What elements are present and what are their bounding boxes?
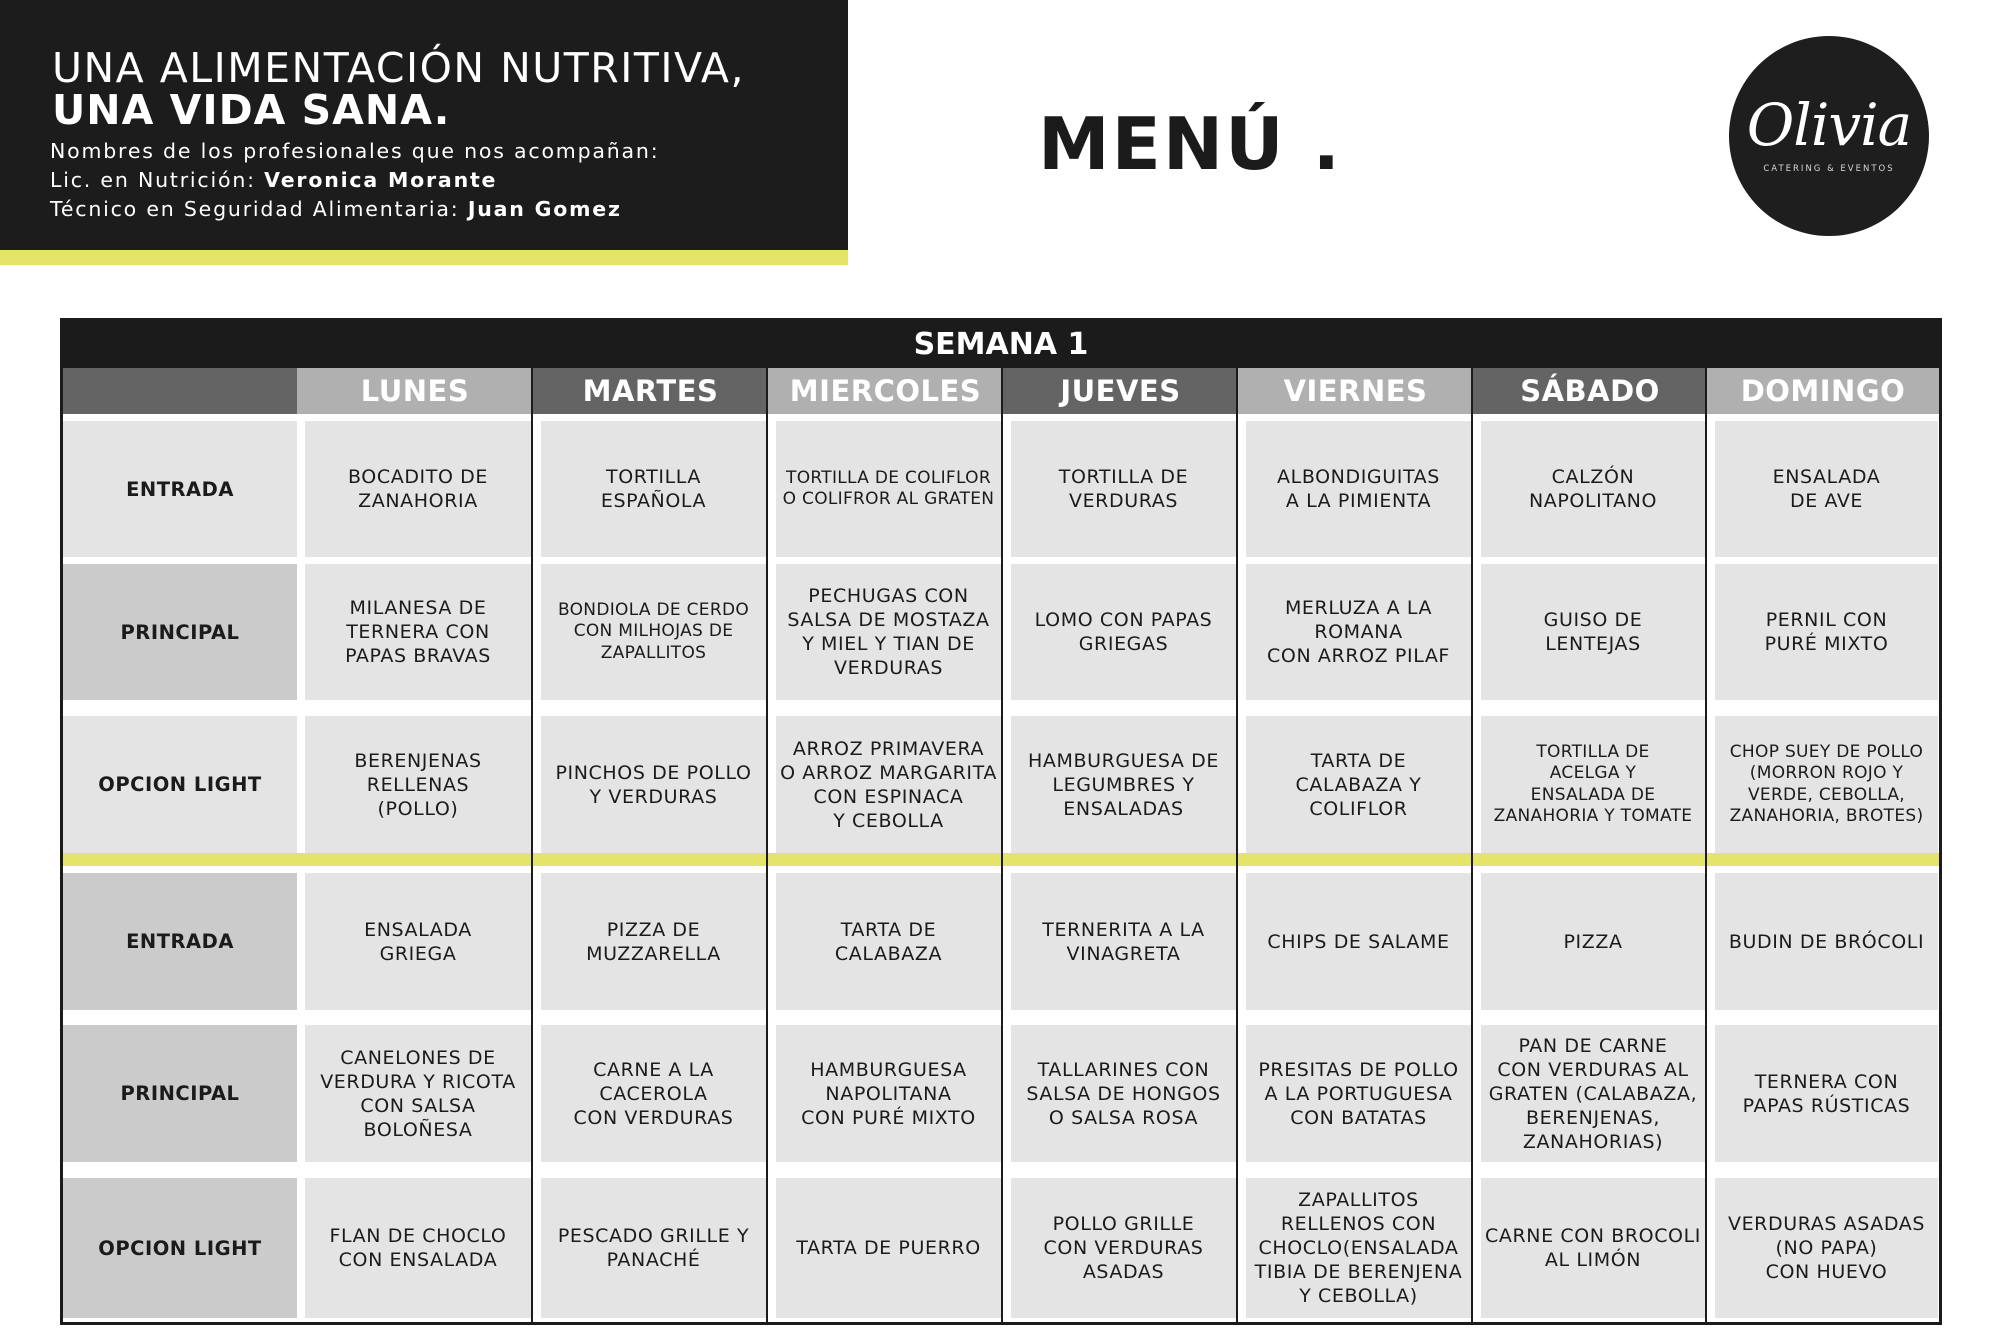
column-divider (531, 368, 533, 1325)
header-slogan-line2: UNA VIDA SANA. (52, 86, 451, 134)
menu-cell: VERDURAS ASADAS (NO PAPA) CON HUEVO (1715, 1178, 1938, 1318)
menu-cell: TORTILLA DE VERDURAS (1011, 421, 1236, 557)
column-divider (1471, 368, 1473, 1325)
day-header-3: MIERCOLES (768, 368, 1003, 414)
menu-cell: PESCADO GRILLE Y PANACHÉ (541, 1178, 766, 1318)
nutritionist-name: Veronica Morante (264, 168, 498, 192)
menu-cell: BOCADITO DE ZANAHORIA (305, 421, 531, 557)
week-title: SEMANA 1 (63, 321, 1939, 368)
menu-cell: CANELONES DE VERDURA Y RICOTA CON SALSA BOLOÑESA (305, 1025, 531, 1162)
food-safety-line (50, 197, 622, 221)
logo-subtitle: CATERING & EVENTOS (1763, 164, 1895, 174)
menu-cell: PINCHOS DE POLLO Y VERDURAS (541, 716, 766, 853)
menu-cell: MERLUZA A LA ROMANA CON ARROZ PILAF (1246, 564, 1471, 700)
menu-cell: PIZZA (1481, 873, 1705, 1010)
menu-cell: BONDIOLA DE CERDO CON MILHOJAS DE ZAPALLITOS (541, 564, 766, 700)
logo-name: Olivia (1746, 91, 1912, 159)
menu-cell: ARROZ PRIMAVERA O ARROZ MARGARITA CON ESPINACA Y CEBOLLA (776, 716, 1001, 853)
column-divider (1236, 368, 1238, 1325)
nutritionist-line (50, 168, 497, 192)
menu-cell: TARTA DE CALABAZA Y COLIFLOR (1246, 716, 1471, 853)
header-panel (0, 0, 848, 250)
menu-cell: ZAPALLITOS RELLENOS CON CHOCLO(ENSALADA TIBIA DE BERENJENA Y CEBOLLA) (1246, 1178, 1471, 1318)
menu-cell: TORTILLA DE ACELGA Y ENSALADA DE ZANAHORIA Y TOMATE (1481, 716, 1705, 853)
professionals-intro: Nombres de los profesionales que nos acompañan: (50, 139, 660, 163)
food-safety-name: Juan Gomez (467, 197, 622, 221)
header-slogan-line1: UNA ALIMENTACIÓN NUTRITIVA, (52, 44, 746, 92)
row-label-2: PRINCIPAL (63, 564, 297, 700)
menu-cell: PRESITAS DE POLLO A LA PORTUGUESA CON BATATAS (1246, 1025, 1471, 1162)
menu-cell: TORTILLA ESPAÑOLA (541, 421, 766, 557)
day-header-7: DOMINGO (1707, 368, 1939, 414)
column-divider (1001, 368, 1003, 1325)
nutritionist-label: Lic. en Nutrición: (50, 168, 265, 192)
menu-cell: HAMBURGUESA DE LEGUMBRES Y ENSALADAS (1011, 716, 1236, 853)
menu-cell: FLAN DE CHOCLO CON ENSALADA (305, 1178, 531, 1318)
menu-cell: TERNERITA A LA VINAGRETA (1011, 873, 1236, 1010)
menu-cell: TARTA DE PUERRO (776, 1178, 1001, 1318)
menu-cell: ALBONDIGUITAS A LA PIMIENTA (1246, 421, 1471, 557)
column-divider (766, 368, 768, 1325)
menu-cell: PIZZA DE MUZZARELLA (541, 873, 766, 1010)
menu-cell: LOMO CON PAPAS GRIEGAS (1011, 564, 1236, 700)
menu-cell: POLLO GRILLE CON VERDURAS ASADAS (1011, 1178, 1236, 1318)
menu-cell: CALZÓN NAPOLITANO (1481, 421, 1705, 557)
day-header-5: VIERNES (1238, 368, 1473, 414)
menu-cell: BUDIN DE BRÓCOLI (1715, 873, 1938, 1010)
menu-cell: CHOP SUEY DE POLLO (MORRON ROJO Y VERDE, CEBOLLA, ZANAHORIA, BROTES) (1715, 716, 1938, 853)
header-accent-bar (0, 250, 848, 265)
olivia-logo (1729, 36, 1929, 236)
menu-cell: TALLARINES CON SALSA DE HONGOS O SALSA ROSA (1011, 1025, 1236, 1162)
menu-cell: CARNE CON BROCOLI AL LIMÓN (1481, 1178, 1705, 1318)
column-divider (1705, 368, 1707, 1325)
row-label-1: ENTRADA (63, 421, 297, 557)
row-label-5: PRINCIPAL (63, 1025, 297, 1162)
row-label-6: OPCION LIGHT (63, 1178, 297, 1318)
menu-title: MENÚ . (1038, 102, 1342, 186)
weekly-menu-table (60, 318, 1942, 1325)
menu-cell: CARNE A LA CACEROLA CON VERDURAS (541, 1025, 766, 1162)
menu-cell: MILANESA DE TERNERA CON PAPAS BRAVAS (305, 564, 531, 700)
menu-cell: PAN DE CARNE CON VERDURAS AL GRATEN (CALABAZA, BERENJENAS, ZANAHORIAS) (1481, 1025, 1705, 1162)
menu-cell: GUISO DE LENTEJAS (1481, 564, 1705, 700)
menu-cell: PECHUGAS CON SALSA DE MOSTAZA Y MIEL Y TIAN DE VERDURAS (776, 564, 1001, 700)
menu-cell: BERENJENAS RELLENAS (POLLO) (305, 716, 531, 853)
day-header-6: SÁBADO (1473, 368, 1707, 414)
menu-cell: CHIPS DE SALAME (1246, 873, 1471, 1010)
menu-cell: PERNIL CON PURÉ MIXTO (1715, 564, 1938, 700)
menu-cell: ENSALADA DE AVE (1715, 421, 1938, 557)
table-corner (63, 368, 297, 414)
food-safety-label: Técnico en Seguridad Alimentaria: (50, 197, 468, 221)
menu-cell: ENSALADA GRIEGA (305, 873, 531, 1010)
row-label-3: OPCION LIGHT (63, 716, 297, 853)
menu-cell: TORTILLA DE COLIFLOR O COLIFROR AL GRATEN (776, 421, 1001, 557)
day-header-2: MARTES (533, 368, 768, 414)
day-header-4: JUEVES (1003, 368, 1238, 414)
menu-cell: TARTA DE CALABAZA (776, 873, 1001, 1010)
menu-cell: TERNERA CON PAPAS RÚSTICAS (1715, 1025, 1938, 1162)
day-header-1: LUNES (297, 368, 533, 414)
row-label-4: ENTRADA (63, 873, 297, 1010)
menu-cell: HAMBURGUESA NAPOLITANA CON PURÉ MIXTO (776, 1025, 1001, 1162)
